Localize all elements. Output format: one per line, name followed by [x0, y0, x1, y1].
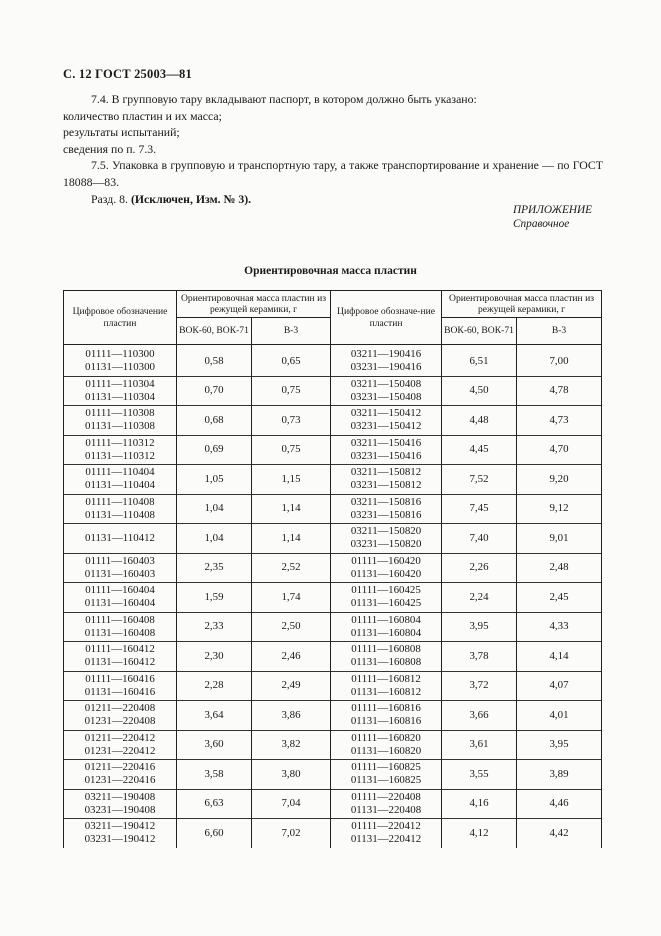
mass-vok-left: 6,60	[177, 819, 252, 848]
mass-vok-left: 1,04	[177, 524, 252, 554]
code-cell-right	[331, 553, 442, 583]
plate-code: 03211—190412	[84, 820, 156, 833]
plate-code: 01131—160808	[350, 656, 422, 669]
plate-code: 01131—160825	[350, 774, 422, 787]
mass-v3-right: 4,46	[517, 789, 602, 819]
mass-v3-right: 4,14	[517, 642, 602, 672]
plate-code: 01111—160412	[85, 643, 155, 656]
table-row	[64, 345, 602, 377]
header-code-left: Цифровое обозначение пластин	[64, 291, 177, 345]
code-cell-right	[331, 671, 442, 701]
mass-v3-right: 4,78	[517, 376, 602, 406]
code-cell-left	[64, 494, 177, 524]
mass-vok-right: 7,40	[442, 524, 517, 554]
table-row	[64, 819, 602, 848]
code-cell-left	[64, 345, 177, 377]
mass-vok-right: 2,24	[442, 583, 517, 613]
plate-code: 01111—160416	[85, 672, 155, 685]
code-cell-left	[64, 583, 177, 613]
mass-v3-right: 9,12	[517, 494, 602, 524]
mass-v3-right: 2,45	[517, 583, 602, 613]
plate-code: 01111—220412	[351, 820, 421, 833]
code-cell-right	[331, 435, 442, 465]
code-cell-left	[64, 376, 177, 406]
plate-code: 01111—160816	[351, 702, 421, 715]
plate-code: 01111—160425	[351, 584, 421, 597]
mass-vok-left: 0,58	[177, 345, 252, 377]
plate-code: 01131—160816	[350, 715, 422, 728]
table-row	[64, 730, 602, 760]
paragraph-info: сведения по п. 7.3.	[63, 141, 157, 156]
mass-vok-right: 4,16	[442, 789, 517, 819]
plate-code: 01131—160820	[350, 744, 422, 757]
mass-v3-left: 3,80	[252, 760, 331, 790]
plate-code: 01111—160403	[85, 554, 155, 567]
table-row	[64, 553, 602, 583]
plate-code: 01211—220408	[84, 702, 156, 715]
plate-code: 03231—150816	[350, 508, 422, 521]
mass-v3-left: 0,75	[252, 376, 331, 406]
mass-v3-right: 7,00	[517, 345, 602, 377]
mass-vok-left: 1,04	[177, 494, 252, 524]
plate-code: 01131—160404	[84, 597, 156, 610]
mass-v3-right: 9,20	[517, 465, 602, 495]
mass-v3-left: 2,50	[252, 612, 331, 642]
plate-code: 03231—190412	[84, 833, 156, 846]
paragraph-quantity: количество пластин и их масса;	[63, 108, 222, 123]
code-cell-right	[331, 465, 442, 495]
plate-code: 03231—150820	[350, 538, 422, 551]
plate-code: 01131—110404	[85, 479, 155, 492]
mass-v3-right: 4,33	[517, 612, 602, 642]
plate-code: 03231—150408	[350, 390, 422, 403]
mass-v3-left: 0,65	[252, 345, 331, 377]
table-row	[64, 701, 602, 731]
mass-vok-left: 1,59	[177, 583, 252, 613]
code-cell-right	[331, 730, 442, 760]
plate-code: 03231—190408	[84, 803, 156, 816]
code-cell-left	[64, 819, 177, 848]
mass-v3-left: 2,46	[252, 642, 331, 672]
mass-vok-left: 3,58	[177, 760, 252, 790]
plate-code: 01111—110300	[85, 348, 155, 361]
code-cell-right	[331, 642, 442, 672]
mass-vok-right: 7,52	[442, 465, 517, 495]
mass-vok-left: 2,28	[177, 671, 252, 701]
mass-v3-right: 3,95	[517, 730, 602, 760]
code-cell-right	[331, 701, 442, 731]
code-cell-left	[64, 730, 177, 760]
plate-code: 01131—160812	[350, 685, 422, 698]
mass-v3-left: 3,86	[252, 701, 331, 731]
plate-code: 01131—110312	[85, 449, 155, 462]
plate-code: 01111—110408	[85, 495, 155, 508]
plate-mass-table	[63, 290, 602, 848]
table-row	[64, 494, 602, 524]
mass-vok-right: 4,50	[442, 376, 517, 406]
plate-code: 01131—160416	[84, 685, 156, 698]
page-header: С. 12 ГОСТ 25003—81	[63, 67, 192, 81]
header-mass-right: Ориентировочная масса пластин из режущей керамики, г	[442, 291, 602, 318]
mass-v3-left: 1,74	[252, 583, 331, 613]
plate-code: 03211—190408	[84, 790, 156, 803]
code-cell-left	[64, 553, 177, 583]
mass-vok-right: 6,51	[442, 345, 517, 377]
code-cell-left	[64, 642, 177, 672]
mass-vok-left: 2,35	[177, 553, 252, 583]
plate-code: 01111—160804	[351, 613, 421, 626]
table-row	[64, 406, 602, 436]
table-row	[64, 435, 602, 465]
code-cell-left	[64, 435, 177, 465]
appendix-subtitle: Справочное	[513, 217, 570, 230]
mass-vok-right: 3,95	[442, 612, 517, 642]
plate-code: 01131—160408	[84, 626, 156, 639]
table-title: Ориентировочная масса пластин	[244, 265, 417, 277]
code-cell-left	[64, 406, 177, 436]
header-v3-left: В-3	[252, 318, 331, 345]
mass-vok-right: 4,48	[442, 406, 517, 436]
mass-vok-left: 3,64	[177, 701, 252, 731]
code-cell-right	[331, 494, 442, 524]
plate-code: 01111—160420	[351, 554, 421, 567]
paragraph-7-5: 7.5. Упаковка в групповую и транспортную тару, а также транспортирование и хранение — по ГОСТ 18088—83.	[63, 158, 603, 189]
mass-v3-left: 2,49	[252, 671, 331, 701]
mass-vok-right: 2,26	[442, 553, 517, 583]
code-cell-left	[64, 524, 177, 554]
plate-code: 01231—220412	[84, 744, 156, 757]
mass-v3-right: 4,42	[517, 819, 602, 848]
code-cell-right	[331, 612, 442, 642]
table-row	[64, 376, 602, 406]
mass-vok-left: 2,33	[177, 612, 252, 642]
code-cell-right	[331, 406, 442, 436]
mass-v3-right: 3,89	[517, 760, 602, 790]
plate-code: 03211—150816	[350, 495, 422, 508]
header-vok-right: ВОК-60, ВОК-71	[442, 318, 517, 345]
code-cell-right	[331, 760, 442, 790]
mass-v3-right: 9,01	[517, 524, 602, 554]
appendix-label	[513, 204, 592, 231]
plate-code: 03231—150812	[350, 479, 422, 492]
code-cell-left	[64, 760, 177, 790]
mass-vok-right: 3,78	[442, 642, 517, 672]
plate-code: 01111—110304	[85, 377, 155, 390]
code-cell-left	[64, 789, 177, 819]
mass-v3-left: 0,75	[252, 435, 331, 465]
plate-code: 01131—160420	[350, 567, 422, 580]
mass-v3-left: 0,73	[252, 406, 331, 436]
plate-code: 01131—160412	[84, 656, 156, 669]
code-cell-left	[64, 612, 177, 642]
mass-vok-right: 4,45	[442, 435, 517, 465]
plate-code: 01111—160404	[85, 584, 155, 597]
plate-code: 01111—110308	[85, 407, 155, 420]
plate-code: 03211—150812	[350, 466, 422, 479]
mass-vok-right: 3,61	[442, 730, 517, 760]
mass-v3-left: 7,02	[252, 819, 331, 848]
mass-vok-right: 7,45	[442, 494, 517, 524]
section-8-prefix: Разд. 8.	[91, 191, 131, 206]
plate-code: 01111—160808	[351, 643, 421, 656]
code-cell-right	[331, 345, 442, 377]
mass-vok-right: 3,55	[442, 760, 517, 790]
plate-code: 01111—160825	[351, 761, 421, 774]
plate-code: 01131—110408	[85, 508, 155, 521]
table-body	[64, 345, 602, 848]
plate-code: 01131—110304	[85, 390, 155, 403]
mass-vok-left: 0,70	[177, 376, 252, 406]
plate-code: 03231—150412	[350, 420, 422, 433]
plate-code: 03211—190416	[350, 348, 422, 361]
mass-v3-right: 4,07	[517, 671, 602, 701]
mass-vok-right: 3,66	[442, 701, 517, 731]
table-row	[64, 465, 602, 495]
plate-code: 01111—160812	[351, 672, 421, 685]
plate-code: 01111—110312	[85, 436, 155, 449]
mass-v3-right: 2,48	[517, 553, 602, 583]
header-code-right: Цифровое обозначе-ние пластин	[331, 291, 442, 345]
section-text	[63, 91, 603, 207]
mass-vok-left: 2,30	[177, 642, 252, 672]
plate-code: 03211—150408	[350, 377, 422, 390]
plate-code: 01131—220412	[350, 833, 422, 846]
mass-vok-left: 6,63	[177, 789, 252, 819]
mass-v3-left: 3,82	[252, 730, 331, 760]
header-vok-left: ВОК-60, ВОК-71	[177, 318, 252, 345]
header-mass-left: Ориентировочная масса пластин из режущей керамики, г	[177, 291, 331, 318]
plate-code: 01131—220408	[350, 803, 422, 816]
plate-code: 01131—110300	[85, 361, 155, 374]
code-cell-left	[64, 701, 177, 731]
plate-code: 03211—150412	[350, 407, 422, 420]
code-cell-right	[331, 583, 442, 613]
code-cell-right	[331, 789, 442, 819]
mass-vok-right: 4,12	[442, 819, 517, 848]
mass-v3-left: 1,15	[252, 465, 331, 495]
plate-code: 01131—160804	[350, 626, 422, 639]
table-row	[64, 642, 602, 672]
mass-v3-right: 4,70	[517, 435, 602, 465]
mass-v3-left: 2,52	[252, 553, 331, 583]
plate-code: 01131—110412	[85, 531, 155, 544]
plate-code: 01111—110404	[85, 466, 155, 479]
plate-code: 01231—220408	[84, 715, 156, 728]
section-8-excluded-note: (Исключен, Изм. № 3).	[130, 191, 252, 206]
plate-code: 01131—160403	[84, 567, 156, 580]
mass-v3-right: 4,73	[517, 406, 602, 436]
plate-code: 03211—150820	[350, 525, 422, 538]
plate-code: 01131—160425	[350, 597, 422, 610]
code-cell-right	[331, 524, 442, 554]
code-cell-left	[64, 465, 177, 495]
plate-code: 01211—220412	[84, 731, 156, 744]
plate-code: 01111—160820	[351, 731, 421, 744]
code-cell-right	[331, 819, 442, 848]
appendix-title: ПРИЛОЖЕНИЕ	[513, 204, 593, 216]
table-row	[64, 612, 602, 642]
mass-v3-right: 4,01	[517, 701, 602, 731]
paragraph-results: результаты испытаний;	[63, 125, 180, 140]
table-row	[64, 789, 602, 819]
table-row	[64, 524, 602, 554]
plate-code: 03231—190416	[350, 361, 422, 374]
plate-code: 03211—150416	[350, 436, 422, 449]
mass-v3-left: 1,14	[252, 494, 331, 524]
plate-code: 01211—220416	[84, 761, 156, 774]
plate-code: 01111—220408	[351, 790, 421, 803]
mass-v3-left: 1,14	[252, 524, 331, 554]
plate-code: 03231—150416	[350, 449, 422, 462]
mass-vok-left: 0,69	[177, 435, 252, 465]
paragraph-7-4: 7.4. В групповую тару вкладывают паспорт, в котором должно быть указано:	[91, 92, 477, 106]
table-row	[64, 583, 602, 613]
plate-code: 01131—110308	[85, 420, 155, 433]
code-cell-left	[64, 671, 177, 701]
mass-vok-right: 3,72	[442, 671, 517, 701]
plate-code: 01231—220416	[84, 774, 156, 787]
mass-vok-left: 0,68	[177, 406, 252, 436]
plate-code: 01111—160408	[85, 613, 155, 626]
mass-v3-left: 7,04	[252, 789, 331, 819]
mass-vok-left: 3,60	[177, 730, 252, 760]
header-v3-right: В-3	[517, 318, 602, 345]
table-row	[64, 671, 602, 701]
mass-vok-left: 1,05	[177, 465, 252, 495]
code-cell-right	[331, 376, 442, 406]
table-row	[64, 760, 602, 790]
